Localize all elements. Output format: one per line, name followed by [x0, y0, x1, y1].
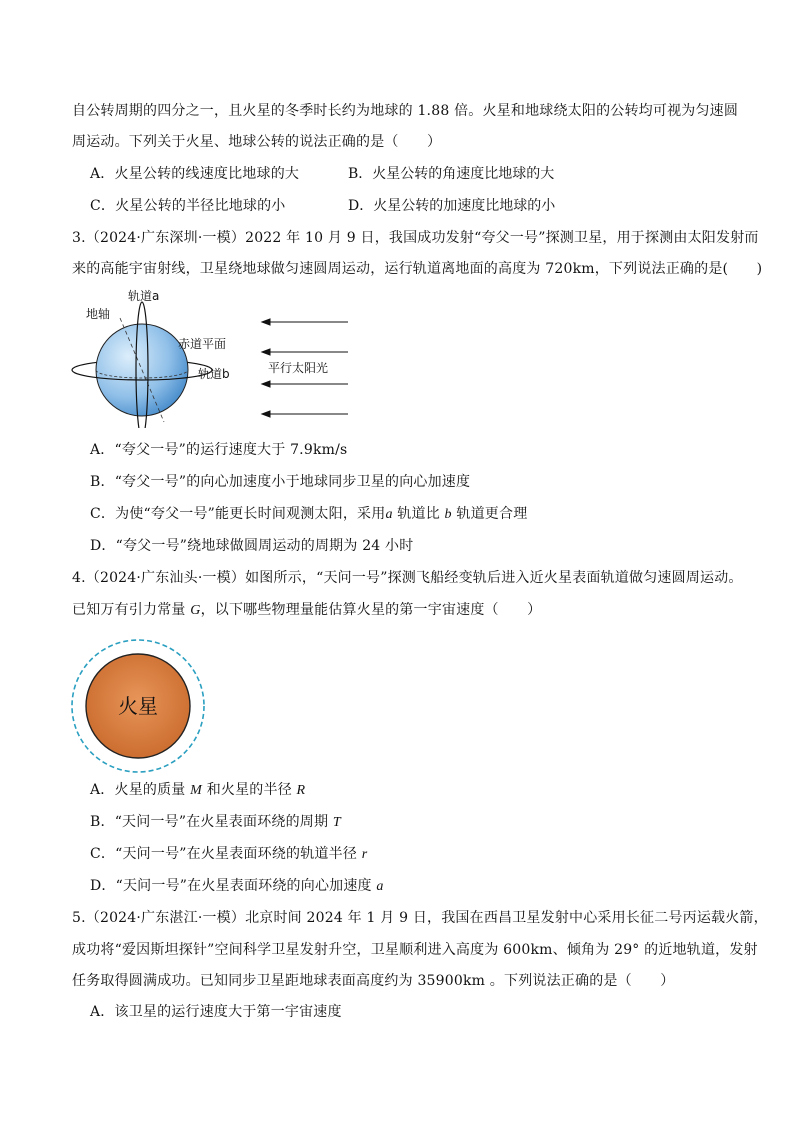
- option-c-text-mid: 轨道比: [392, 506, 445, 522]
- question4-option-d[interactable]: [90, 876, 384, 897]
- question4-option-c[interactable]: [90, 844, 367, 865]
- q4a-mid: 和火星的半径: [202, 782, 297, 798]
- question4-option-b[interactable]: [90, 812, 341, 833]
- question2-option-b[interactable]: B．火星公转的角速度比地球的大: [348, 166, 555, 182]
- option-c-text-post: 轨道更合理: [451, 506, 528, 522]
- q4c-pre: C．“天问一号”在火星表面环绕的轨道半径: [90, 846, 362, 862]
- q4a-var-R: R: [296, 783, 306, 798]
- q4d-var-a: a: [376, 879, 384, 894]
- q4c-var-r: r: [361, 847, 368, 862]
- question3-text-line1: 3.（2024·广东深圳·一模）2022 年 10 月 9 日，我国成功发射“夸父一号”探测卫星，用于探测由太阳发射而: [72, 230, 759, 246]
- question2-option-a[interactable]: A．火星公转的线速度比地球的大: [90, 166, 300, 182]
- question3-option-b[interactable]: B．“夸父一号”的向心加速度小于地球同步卫星的向心加速度: [90, 474, 471, 490]
- option-c-var-a: a: [385, 507, 393, 522]
- label-orbit-a: 轨道a: [128, 289, 160, 303]
- q4-line2-pre: 已知万有引力常量: [72, 602, 191, 618]
- question5-option-a[interactable]: A．该卫星的运行速度大于第一宇宙速度: [90, 1004, 342, 1020]
- q4-line2-post: ，以下哪些物理量能估算火星的第一宇宙速度（ ）: [200, 602, 542, 618]
- mars-orbit-figure: [66, 636, 216, 776]
- label-parallel-sunlight: 平行太阳光: [268, 361, 329, 375]
- option-c-text-pre: C．为使“夸父一号”能更长时间观测太阳，采用: [90, 506, 386, 522]
- question3-option-d[interactable]: D．“夸父一号”绕地球做圆周运动的周期为 24 小时: [90, 538, 414, 554]
- q4b-pre: B．“天问一号”在火星表面环绕的周期: [90, 814, 333, 830]
- mars-label: 火星: [118, 694, 158, 718]
- question4-text-line1: 4.（2024·广东汕头·一模）如图所示，“天问一号”探测飞船经变轨后进入近火星表面轨道做匀速圆周运动。: [72, 570, 743, 586]
- question4-text-line2: [72, 600, 541, 621]
- question3-option-a[interactable]: A．“夸父一号”的运行速度大于 7.9km/s: [90, 442, 348, 458]
- label-earth-axis: 地轴: [86, 307, 111, 321]
- label-equator-plane: 赤道平面: [178, 337, 227, 351]
- question3-option-c[interactable]: [90, 504, 527, 525]
- question5-text-line2: 成功将“爱因斯坦探针”空间科学卫星发射升空，卫星顺利进入高度为 600km、倾角为 29° 的近地轨道，发射: [72, 942, 758, 958]
- question2-text-line2: 周运动。下列关于火星、地球公转的说法正确的是（ ）: [72, 134, 442, 150]
- q4a-pre: A．火星的质量: [90, 782, 191, 798]
- question2-text-line1: 自公转周期的四分之一，且火星的冬季时长约为地球的 1.88 倍。火星和地球绕太阳的公转均可视为匀速圆: [72, 103, 739, 119]
- q4a-var-M: M: [190, 783, 203, 798]
- label-orbit-b: 轨道b: [198, 367, 230, 381]
- earth-orbit-figure: [66, 288, 366, 428]
- question5-text-line3: 任务取得圆满成功。已知同步卫星距地球表面高度约为 35900km 。下列说法正确的是（ ）: [72, 973, 675, 989]
- q4-var-G: G: [190, 603, 201, 618]
- question3-text-line2: 来的高能宇宙射线，卫星绕地球做匀速圆周运动，运行轨道离地面的高度为 720km，下列说法正确的是( ): [72, 261, 763, 277]
- option-c-var-b: b: [444, 507, 452, 522]
- question2-option-c[interactable]: C．火星公转的半径比地球的小: [90, 198, 286, 214]
- question5-text-line1: 5.（2024·广东湛江·一模）北京时间 2024 年 1 月 9 日，我国在西昌卫星发射中心采用长征二号丙运载火箭，: [72, 910, 768, 926]
- q4d-pre: D．“天问一号”在火星表面环绕的向心加速度: [90, 878, 377, 894]
- question2-option-d[interactable]: D．火星公转的加速度比地球的小: [348, 198, 556, 214]
- question4-option-a[interactable]: [90, 780, 305, 801]
- q4b-var-T: T: [332, 815, 341, 830]
